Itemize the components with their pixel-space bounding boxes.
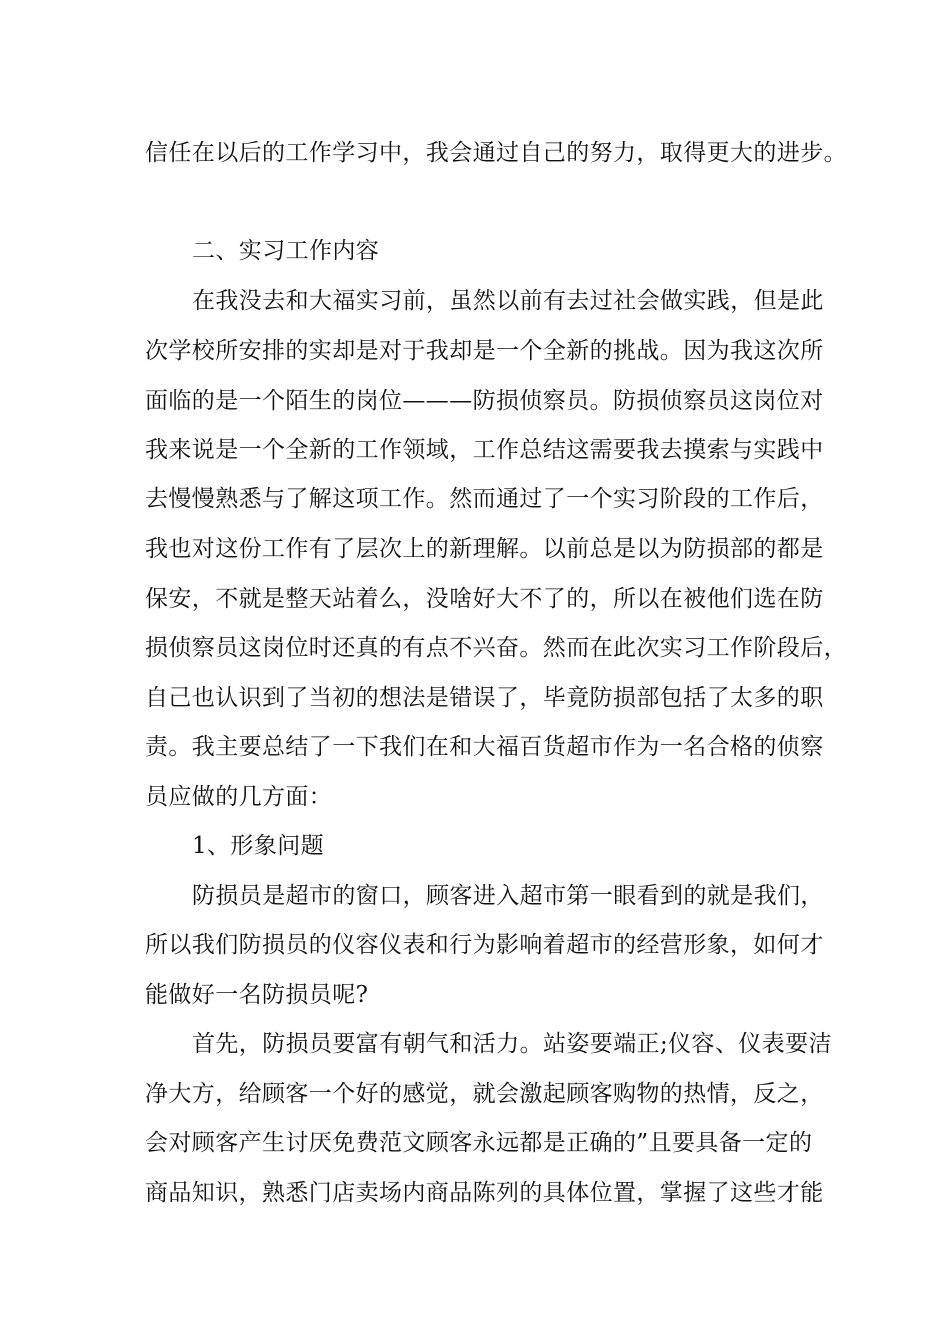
- paragraph-line: 自己也认识到了当初的想法是错误了，毕竟防损部包括了太多的职: [145, 685, 824, 711]
- text-line: 信任在以后的工作学习中，我会通过自己的努力，取得更大的进步。: [145, 140, 847, 166]
- paragraph-line: 在我没去和大福实习前，虽然以前有去过社会做实践，但是此: [192, 288, 824, 314]
- paragraph-line: 面临的是一个陌生的岗位———防损侦察员。防损侦察员这岗位对: [145, 388, 824, 414]
- section-heading: 二、实习工作内容: [192, 238, 380, 264]
- paragraph-line: 净大方，给顾客一个好的感觉，就会激起顾客购物的热情，反之，: [145, 1081, 824, 1107]
- paragraph-line: 我也对这份工作有了层次上的新理解。以前总是以为防损部的都是: [145, 536, 824, 562]
- paragraph-line: 防损员是超市的窗口，顾客进入超市第一眼看到的就是我们，: [192, 883, 824, 909]
- paragraph-line: 员应做的几方面：: [145, 784, 333, 810]
- subsection-heading: 1、形象问题: [192, 833, 325, 859]
- paragraph-line: 能做好一名防损员呢?: [145, 982, 369, 1008]
- paragraph-line: 我来说是一个全新的工作领域，工作总结这需要我去摸索与实践中: [145, 437, 824, 463]
- paragraph-line: 首先，防损员要富有朝气和活力。站姿要端正;仪容、仪表要洁: [192, 1031, 832, 1057]
- paragraph-line: 次学校所安排的实却是对于我却是一个全新的挑战。因为我这次所: [145, 338, 824, 364]
- paragraph-line: 去慢慢熟悉与了解这项工作。然而通过了一个实习阶段的工作后，: [145, 486, 824, 512]
- paragraph-line: 所以我们防损员的仪容仪表和行为影响着超市的经营形象，如何才: [145, 932, 824, 958]
- paragraph-line: 商品知识，熟悉门店卖场内商品陈列的具体位置，掌握了这些才能: [145, 1180, 824, 1206]
- paragraph-line: 会对顾客产生讨厌免费范文顾客永远都是正确的”且要具备一定的: [145, 1130, 813, 1156]
- paragraph-line: 责。我主要总结了一下我们在和大福百货超市作为一名合格的侦察: [145, 734, 824, 760]
- paragraph-line: 损侦察员这岗位时还真的有点不兴奋。然而在此次实习工作阶段后，: [145, 635, 847, 661]
- paragraph-line: 保安，不就是整天站着么，没啥好大不了的，所以在被他们选在防: [145, 586, 824, 612]
